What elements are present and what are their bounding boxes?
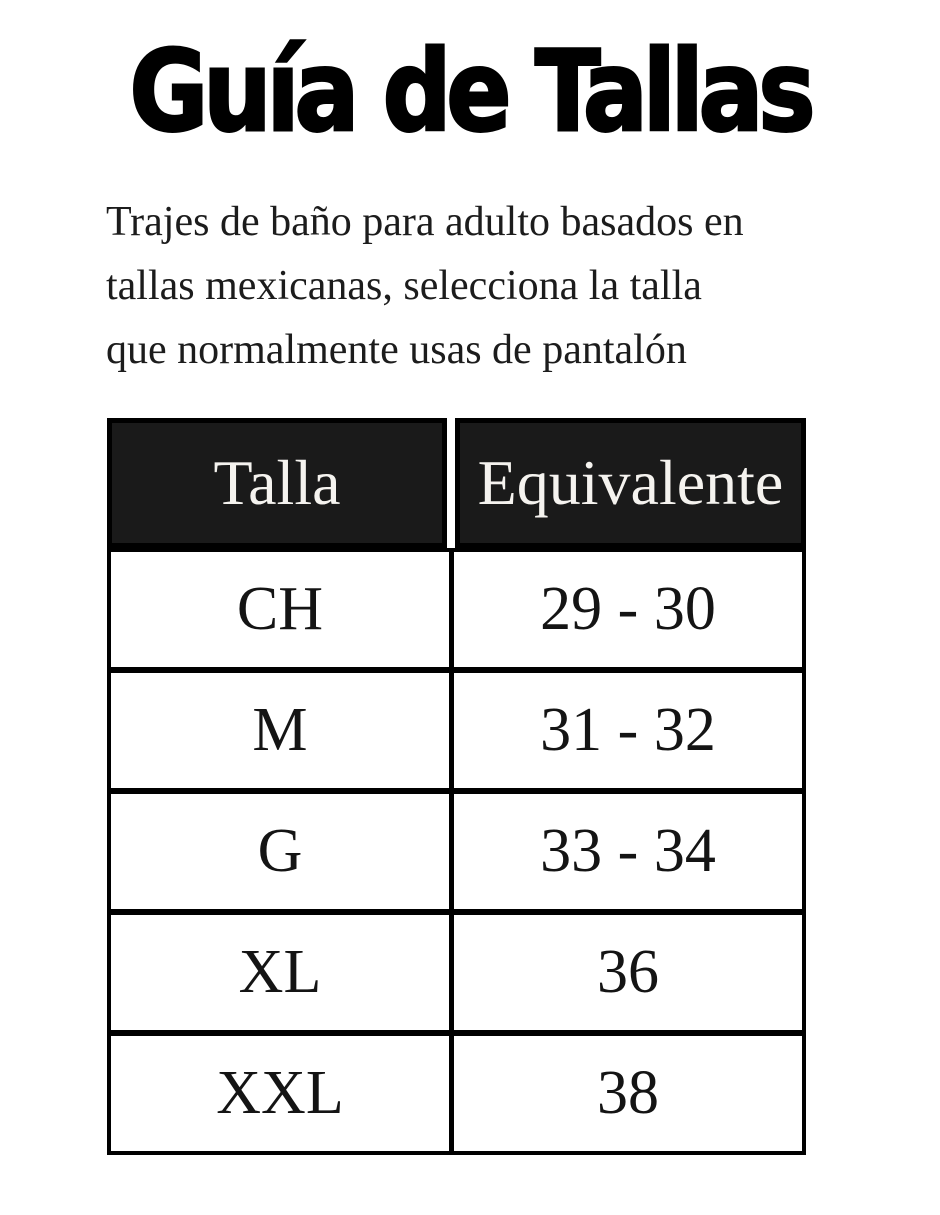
size-cell: G: [111, 794, 449, 909]
intro-line: Trajes de baño para adulto basados en: [106, 199, 744, 246]
size-cell: XXL: [111, 1036, 449, 1151]
intro-text: [106, 190, 846, 382]
intro-line: tallas mexicanas, selecciona la talla: [106, 263, 702, 310]
size-table-header: [107, 418, 806, 548]
header-cell-talla: Talla: [107, 418, 447, 548]
equivalent-cell: 33 - 34: [454, 794, 802, 909]
size-cell: XL: [111, 915, 449, 1030]
equivalent-cell: 29 - 30: [454, 552, 802, 667]
size-cell: CH: [111, 552, 449, 667]
header-cell-equivalente: Equivalente: [455, 418, 806, 548]
size-cell: M: [111, 673, 449, 788]
page-title: Guía de Tallas: [129, 26, 811, 157]
equivalent-cell: 38: [454, 1036, 802, 1151]
intro-line: que normalmente usas de pantalón: [106, 327, 687, 374]
equivalent-cell: 36: [454, 915, 802, 1030]
size-table: [107, 418, 806, 1155]
size-table-body: [107, 548, 806, 1155]
equivalent-cell: 31 - 32: [454, 673, 802, 788]
